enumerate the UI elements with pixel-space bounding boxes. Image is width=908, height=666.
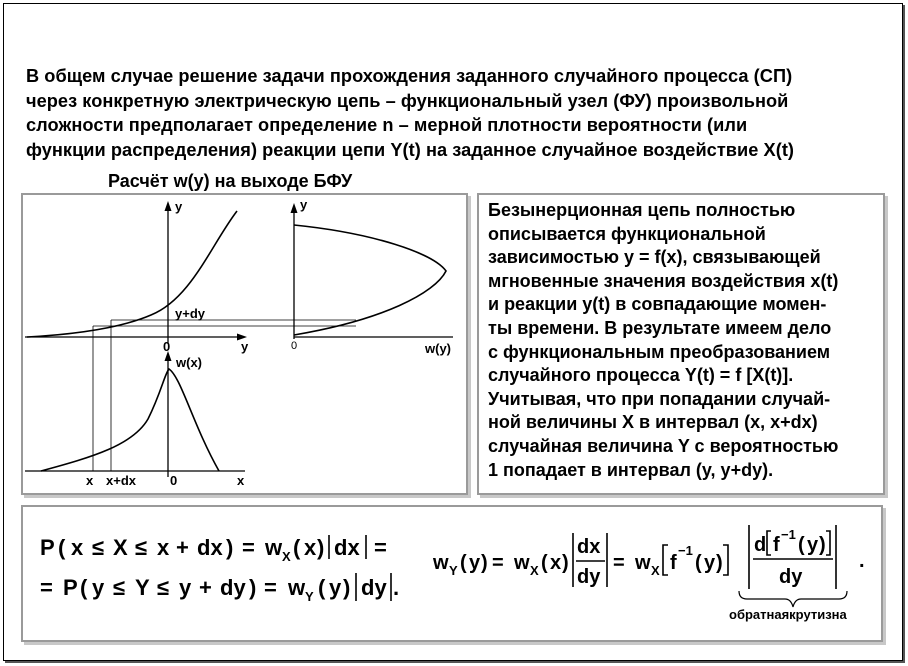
formula-line-2	[40, 573, 399, 604]
f1-dx: dx	[197, 535, 223, 560]
f2-period: .	[393, 575, 400, 600]
f1-x2: x	[157, 535, 170, 560]
f3-bracket-open	[663, 545, 668, 575]
f2-y: y	[92, 575, 105, 600]
f3-close4: )	[819, 534, 826, 556]
f3-sub-X2: X	[651, 563, 660, 578]
f2-y3: y	[329, 575, 342, 600]
formula-line-1	[40, 535, 387, 564]
f2-dy2: dy	[361, 575, 387, 600]
f1-le2: ≤	[135, 535, 148, 560]
f3-open2: (	[541, 552, 548, 574]
f3-sub-Y: Y	[449, 563, 458, 578]
f2-w: w	[288, 575, 306, 600]
lower-x-plus-dx-label: x+dx	[106, 473, 136, 488]
f1-open2: (	[293, 535, 301, 560]
upper-right-y-arrow	[291, 203, 298, 213]
output-density-curve	[294, 225, 446, 335]
y-plus-dy-label: y+dy	[175, 306, 205, 321]
f1-eq1: =	[242, 535, 255, 560]
f1-open: (	[58, 535, 66, 560]
f1-plus: +	[176, 535, 189, 560]
f3-y3: y	[807, 534, 819, 556]
f3-w2: w	[514, 552, 530, 574]
input-density-curve	[41, 369, 219, 471]
f3-f: f	[670, 552, 677, 574]
transfer-characteristic-curve	[27, 211, 237, 337]
f3-w1: w	[433, 552, 449, 574]
f3-x1: x	[550, 552, 562, 574]
f3-y2: y	[704, 552, 716, 574]
f3-y1: y	[469, 552, 481, 574]
f2-open: (	[80, 575, 88, 600]
f3-dy: dy	[577, 566, 601, 588]
formula-panel	[21, 505, 883, 642]
f3-sub-X: X	[530, 563, 539, 578]
f3-bracket2-open	[767, 531, 771, 555]
f3-eq2: =	[613, 552, 625, 574]
explanation-text: Безынерционная цепь полностью описывается функциональной зависимостью y = f(x), связывающей мгновенные значения воздействия x(t) и реакции y(t) в совпадающие момен- ты времени. В результате имеем дело с функциональным преобразованием случайного процесса Y(t) = f [X(t)]. Учитывая, что при попадании случай- ной величины X в интервал (x, x+dx) случайная величина Y с вероятностью 1 попадает в интервал (y, y+dy).	[488, 200, 839, 480]
transformation-diagram	[23, 195, 466, 493]
f1-close2: )	[317, 535, 325, 560]
f1-le1: ≤	[92, 535, 105, 560]
f2-dy: dy	[220, 575, 246, 600]
upper-right-y-label: y	[300, 197, 308, 212]
f3-dx: dx	[577, 536, 601, 558]
f1-sub-X: X	[282, 549, 291, 564]
f3-w3: w	[635, 552, 651, 574]
explanation-panel	[477, 193, 885, 495]
f3-f2: f	[773, 534, 780, 556]
upper-left-y-arrow	[165, 201, 172, 211]
f2-eq1: =	[264, 575, 277, 600]
formula-density	[432, 525, 865, 622]
graph-panel	[21, 193, 468, 495]
f3-d: d	[754, 534, 767, 556]
upper-left-x-label: y	[241, 339, 249, 354]
f3-close1: )	[481, 552, 488, 574]
f3-close3: )	[716, 552, 723, 574]
f1-eq2: =	[374, 535, 387, 560]
f2-P: P	[63, 575, 78, 600]
f2-close: )	[249, 575, 257, 600]
f1-X: X	[113, 535, 128, 560]
f1-x: x	[71, 535, 84, 560]
f2-y2: y	[179, 575, 192, 600]
f1-dx2: dx	[334, 535, 360, 560]
f3-eq1: =	[492, 552, 504, 574]
lower-origin-label: 0	[170, 473, 178, 488]
graph-title: Расчёт w(y) на выходе БФУ	[108, 171, 353, 191]
upper-left-origin-label: 0	[163, 339, 171, 354]
lower-x-axis-label: x	[237, 473, 245, 488]
f1-P: P	[40, 535, 55, 560]
f3-open3: (	[695, 552, 702, 574]
f3-open4: (	[798, 534, 805, 556]
underbrace-note: обратнаякрутизна	[729, 607, 847, 622]
f2-Y: Y	[135, 575, 150, 600]
f3-bracket2-close	[826, 531, 830, 555]
f1-w: w	[265, 535, 283, 560]
f2-le1: ≤	[113, 575, 126, 600]
upper-left-y-label: y	[175, 199, 183, 214]
f3-bracket-close	[723, 545, 728, 575]
f2-le2: ≤	[157, 575, 170, 600]
f3-close2: )	[562, 552, 569, 574]
lower-y-label: w(x)	[176, 355, 202, 370]
f3-dy2: dy	[779, 566, 803, 588]
f1-x3: x	[304, 535, 317, 560]
f3-open1: (	[460, 552, 467, 574]
lower-x-label: x	[86, 473, 94, 488]
f3-trailing-dot: .	[859, 550, 865, 572]
upper-right-origin-label: 0	[291, 340, 298, 352]
f2-open2: (	[318, 575, 326, 600]
f2-close2: )	[343, 575, 351, 600]
f3-sup-inverse2: −1	[781, 527, 796, 542]
upper-right-x-label: w(y)	[425, 341, 451, 356]
f2-eq0: =	[40, 575, 53, 600]
intro-paragraph: В общем случае решение задачи прохождения заданного случайного процесса (СП) через конкретную электрическую цепь – функциональный узел (ФУ) произвольной сложности предполагает определение n – мерной плотности вероятности (или функции распределения) реакции цепи Y(t) на заданное случайное воздействие X(t)	[26, 66, 795, 160]
f3-sup-inverse: −1	[678, 543, 693, 558]
f2-sub-Y: Y	[305, 589, 314, 604]
f1-close: )	[226, 535, 234, 560]
underbrace	[739, 591, 847, 607]
f2-plus: +	[199, 575, 212, 600]
formulas	[23, 507, 881, 640]
